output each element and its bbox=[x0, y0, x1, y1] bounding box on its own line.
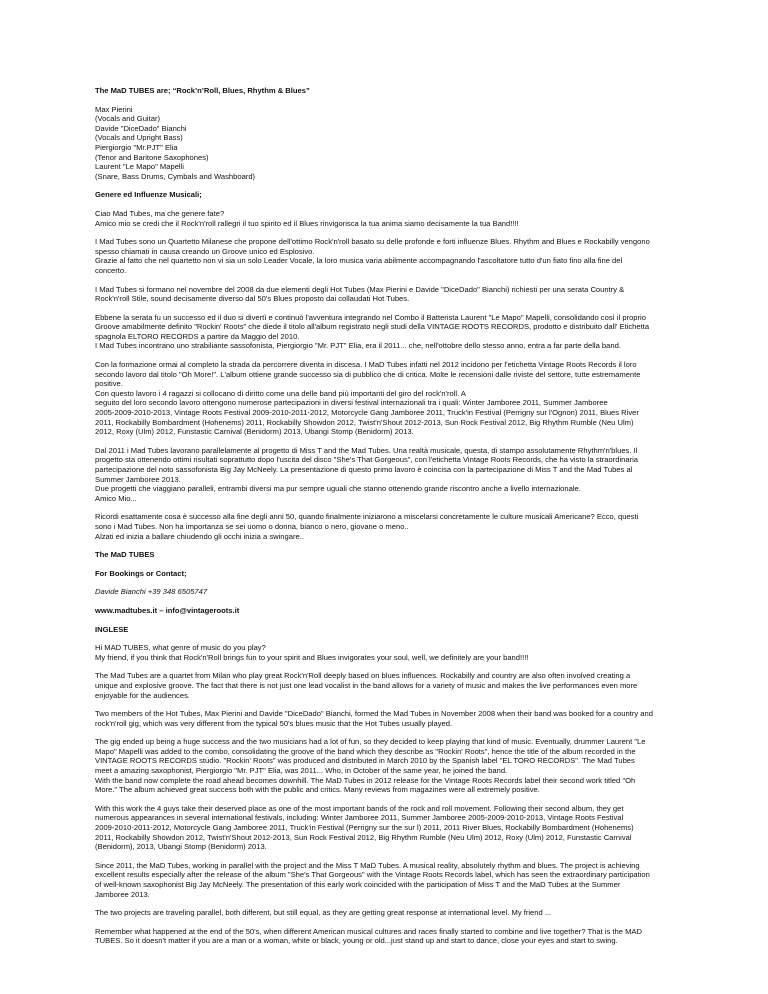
italian-paragraph bbox=[95, 285, 675, 304]
italian-text-line: Con la formazione ormai al completo la strada da percorrere diventa in discesa. I MaD Tubes infatti nel 2012 incidono per l'etichetta Vintage Roots Records il loro bbox=[95, 360, 637, 370]
english-paragraph bbox=[95, 804, 675, 852]
english-section bbox=[95, 643, 675, 946]
english-text-line: of well-known saxophonist Big Jay McNeely. The presentation of this early work coincided with the participation of Miss T and the MaD Tubes at the Summer bbox=[95, 880, 621, 889]
english-text-line: numerous appearances in several international festivals, including: Winter Jamboree 2011, Summer Jamboree 2005-2009-2010-2013, Vintage Roots Festival bbox=[95, 813, 624, 823]
english-paragraph bbox=[95, 671, 675, 700]
italian-text-line: 2005-2009-2010-2013, Vintage Roots Festival 2009-2010-2011-2012, Motorcycle Gang Jamboree 2011, Truck'in Festival (Perrigny sur l'Ognon) 2011, Blues River bbox=[95, 408, 639, 418]
english-text-line: VINTAGE ROOTS RECORDS studio. "Rockin' Roots" was produced and distributed in March 2010 by the Spanish label "EL TORO RECORDS". The Mad Tubes bbox=[95, 756, 635, 766]
italian-text-line: Amico mio se credi che il Rock'n'roll rallegri il tuo spirito ed il Blues rinvigorisca la tua anima siamo decisamente la tua Band!!!! bbox=[95, 218, 519, 228]
document-page bbox=[95, 86, 675, 955]
italian-text-line: Ricordi esattamente cosa è successo alla fine degli anni 50, quando finalmente iniziarono a miscelarsi concretamente le culture musicali Americane? Ecco, questi bbox=[95, 512, 639, 522]
italian-text-line: Alzati ed inizia a ballare chiudendo gli occhi inizia a swingare.. bbox=[95, 531, 304, 541]
english-text-line: Remember what happened at the end of the 50's, when different American musical cultures and races finally started to combine and live together? That is the MAD bbox=[95, 926, 642, 936]
italian-paragraph bbox=[95, 446, 675, 504]
member-line: (Snare, Bass Drums, Cymbals and Washboard) bbox=[95, 171, 256, 181]
members-list bbox=[95, 105, 675, 182]
member-line: Max Pierini bbox=[95, 104, 133, 114]
english-text-line: The Mad Tubes are a quartet from Milan who play great Rock'n'Roll deeply based on blues influences. Rockabilly and country are also often involved creating a bbox=[95, 671, 631, 681]
italian-paragraph bbox=[95, 237, 675, 275]
english-text-line: Jamboree 2013. bbox=[95, 889, 150, 899]
english-text-line: Since 2011, the MaD Tubes, working in parallel with the project and the Miss T MaD Tubes. A musical reality, absolutely rhythm and blues. The project is achieving bbox=[95, 860, 640, 870]
italian-text-line: partecipazione del noto sassofonista Big Jay McNeely. La presentazione di questo primo lavoro è coincisa con la partecipazione di Miss T and the Mad Tubes al bbox=[95, 465, 633, 474]
italian-text-line: Rock'n'roll Stile, sound decisamente diverso dal 50's Blues proposto dai collaudati Hot Tubes. bbox=[95, 294, 410, 304]
english-paragraph bbox=[95, 908, 675, 918]
document-title: The MaD TUBES are; “Rock’n’Roll, Blues, Rhythm & Blues” bbox=[95, 86, 310, 95]
website-email: www.madtubes.it – info@vintageroots.it bbox=[95, 605, 240, 615]
italian-text-line: Ciao Mad Tubes, ma che genere fate? bbox=[95, 208, 225, 218]
italian-text-line: Groove amabilmente definito "Rockin' Roots" che diede il titolo all'album registrato negli studi della VINTAGE ROOTS RECORDS, prodotto e distribuito dall' Etichetta bbox=[95, 322, 650, 332]
italian-text-line: Ebbene la serata fu un successo ed il duo si divertì e continuò l'avventura integrando nel Combo il Batterista Laurent "Le Mapo" Mapelli, consolidando così il proprio bbox=[95, 312, 646, 322]
english-text-line: Two members of the Hot Tubes, Max Pierini and Davide "DiceDado" Bianchi, formed the Mad Tubes in November 2008 when their band was booked for a country and bbox=[95, 709, 653, 719]
english-heading: INGLESE bbox=[95, 624, 129, 634]
english-text-line: Hi MAD TUBES, what genre of music do you play? bbox=[95, 643, 266, 653]
italian-text-line: I Mad Tubes si formano nel novembre del 2008 da due elementi degli Hot Tubes (Max Pierini e Davide "DiceDado" Bianchi) richiesti per una serata Country & bbox=[95, 284, 625, 294]
english-text-line: unique and explosive groove. The fact that there is not just one lead vocalist in the band allows for a variety of music and makes the live performances even more bbox=[95, 680, 638, 690]
italian-text-line: I Mad Tubes sono un Quartetto Milanese che propone dell'ottimo Rock'n'roll basato su delle profonde e forti influenze Blues. Rhythm and Blues e Rockabilly vengono bbox=[95, 237, 650, 247]
italian-text-line: Summer Jamboree 2013. bbox=[95, 474, 181, 484]
english-text-line: meet a amazing saxophonist, Piergiorgio "Mr. PJT" Elia, was 2011... Who, in October of the same year, he joined the band. bbox=[95, 766, 508, 776]
influences-heading: Genere ed Influenze Musicali; bbox=[95, 190, 202, 200]
member-line: (Vocals and Guitar) bbox=[95, 114, 160, 124]
english-text-line: The gig ended up being a huge success and the two musicians had a lot of fun, so they decided to keep playing that kind of music. Eventually, drummer Laurent "Le bbox=[95, 737, 646, 747]
english-text-line: TUBES. So it doesn't matter if you are a man or a woman, white or black, young or old...just stand up and start to dance, close your eyes and start to swing. bbox=[95, 936, 618, 946]
english-text-line: Mapo" Mapelli was added to the combo, consolidating the groove of the band which they describe as "Rockin' Roots", hence the title of the album recorded in the bbox=[95, 746, 636, 756]
italian-text-line: Grazie al fatto che nel quartetto non vi sia un solo Leader Vocale, la loro musica varia abilmente accompagnando l'ascoltatore tutto d'un fiato fino alla fine del bbox=[95, 256, 623, 266]
italian-paragraph bbox=[95, 209, 675, 228]
english-text-line: 2009-2010-2011-2012, Motorcycle Gang Jamboree 2011, Truck'in Festival (Perrigny sur the sur l) 2011, 2011 River Blues, Rockabilly Bombardment (Hohenems) bbox=[95, 823, 634, 833]
italian-text-line: Due progetti che viaggiano paralleli, entrambi diversi ma pur sempre uguali che stanno ottenendo grande riscontro anche a livello internazionale. bbox=[95, 484, 581, 494]
english-paragraph bbox=[95, 709, 675, 728]
member-line: Laurent "Le Mapo" Mapelli bbox=[95, 162, 184, 172]
english-text-line: More." The album achieved great success both with the public and critics. Many reviews from magazines were all extremely positive. bbox=[95, 785, 540, 795]
english-paragraph bbox=[95, 927, 675, 946]
english-paragraph bbox=[95, 643, 675, 662]
italian-text-line: spesso chiamati in causa creando un Groove unico ed Esplosivo. bbox=[95, 246, 315, 256]
italian-text-line: Dal 2011 i Mad Tubes lavorano parallelamente al progetto di Miss T and the Mad Tubes. Una realtà musicale, questa, di stampo assolutamente Rhythm'n'blues. Il bbox=[95, 445, 638, 455]
member-line: Davide "DiceDado" Bianchi bbox=[95, 123, 187, 133]
italian-text-line: sono i Mad Tubes. Non ha importanza se sei uomo o donna, bianco o nero, giovane o meno.. bbox=[95, 521, 409, 531]
italian-text-line: I Mad Tubes incontrano uno strabiliante sassofonista, Piergiorgio "Mr. PJT" Elia, era il 2011... che, nell'ottobre dello stesso anno, entra a far parte della band. bbox=[95, 341, 621, 351]
english-text-line: 2011, Rockabilly Showdon 2012, Twist'n'Shout 2012-2013, Sun Rock Festival 2012, Big Rhythm Rumble (Neu Ulm) 2012, Roxy (Ulm) 2012, Funstastic Carnival bbox=[95, 832, 632, 842]
italian-text-line: 2012, Roxy (Ulm) 2012, Funstastic Carnival (Benidorm) 2013, Ubangi Stomp (Benidorm) 2013. bbox=[95, 427, 414, 437]
italian-text-line: Amico Mio... bbox=[95, 493, 137, 503]
italian-paragraph bbox=[95, 512, 675, 541]
italian-text-line: secondo lavoro dal titolo "Oh More!". L'album ottiene grande successo sia di pubblico che di critica. Molte le recensioni dalle riviste del settore, tutte estremamente bbox=[95, 369, 641, 379]
italian-paragraph bbox=[95, 313, 675, 351]
member-line: Piergiorgio "Mr.PJT" Elia bbox=[95, 142, 178, 152]
italian-text-line: positive. bbox=[95, 379, 123, 389]
english-text-line: My friend, if you think that Rock'n'Roll brings fun to your spirit and Blues invigorates your soul, well, we definitely are your band!!!! bbox=[95, 652, 529, 662]
member-line: (Vocals and Upright Bass) bbox=[95, 133, 183, 143]
english-text-line: With this work the 4 guys take their deserved place as one of the most important bands of the rock and roll movement. Following their second album, they get bbox=[95, 803, 624, 813]
band-name: The MaD TUBES bbox=[95, 550, 155, 560]
english-text-line: enjoyable for the audiences. bbox=[95, 690, 190, 700]
english-text-line: The two projects are traveling parallel, both different, but still equal, as they are getting great response at international level. My friend ... bbox=[95, 908, 552, 918]
italian-text-line: concerto. bbox=[95, 265, 127, 275]
italian-text-line: progetto sta ottenendo ottimi risultati soprattutto dopo l'uscita del disco "She's That Gorgeous", con l'etichetta Vintage Roots Records, che ha visto la straordinaria bbox=[95, 455, 639, 465]
italian-paragraph bbox=[95, 360, 675, 437]
italian-text-line: spagnola ELTORO RECORDS a partire da Maggio del 2010. bbox=[95, 331, 300, 341]
english-text-line: (Benidorm), 2013, Ubangi Stomp (Benidorm) 2013. bbox=[95, 842, 267, 852]
english-text-line: rock'n'roll gig, which was very different from the typical 50's blues music that the Hot Tubes usually played. bbox=[95, 718, 453, 728]
italian-text-line: Con questo lavoro i 4 ragazzi si collocano di diritto come una delle band più importanti del giro del rock'n'roll. A bbox=[95, 388, 466, 398]
contact-phone: Davide Bianchi +39 348 6505747 bbox=[95, 587, 208, 597]
bookings-heading: For Bookings or Contact; bbox=[95, 568, 187, 578]
english-paragraph bbox=[95, 861, 675, 899]
italian-text-line: 2011, Rockabilly Bombardment (Hohenems) 2011, Rockabilly Showdon 2012, Twist'n'Shout 2012-2013, Sun Rock Festival 2012, Big Rhythm Rumble (Neu Ulm) bbox=[95, 417, 634, 427]
english-text-line: excellent results especially after the release of the album "She's That Gorgeous" with the Vintage Roots Records label, which has seen the extraordinary participation bbox=[95, 870, 650, 880]
english-text-line: With the band now complete the road ahead becomes downhill. The MaD Tubes in 2012 release for the Vintage Roots Records label their second work titled "Oh bbox=[95, 775, 636, 785]
english-paragraph bbox=[95, 737, 675, 795]
italian-text-line: seguito del loro secondo lavoro ottengono numerose partecipazioni in diversi festival internazionali tra i quali: Winter Jamboree 2011, Summer Jamboree bbox=[95, 398, 608, 408]
member-line: (Tenor and Baritone Saxophones) bbox=[95, 152, 209, 162]
italian-section bbox=[95, 209, 675, 541]
